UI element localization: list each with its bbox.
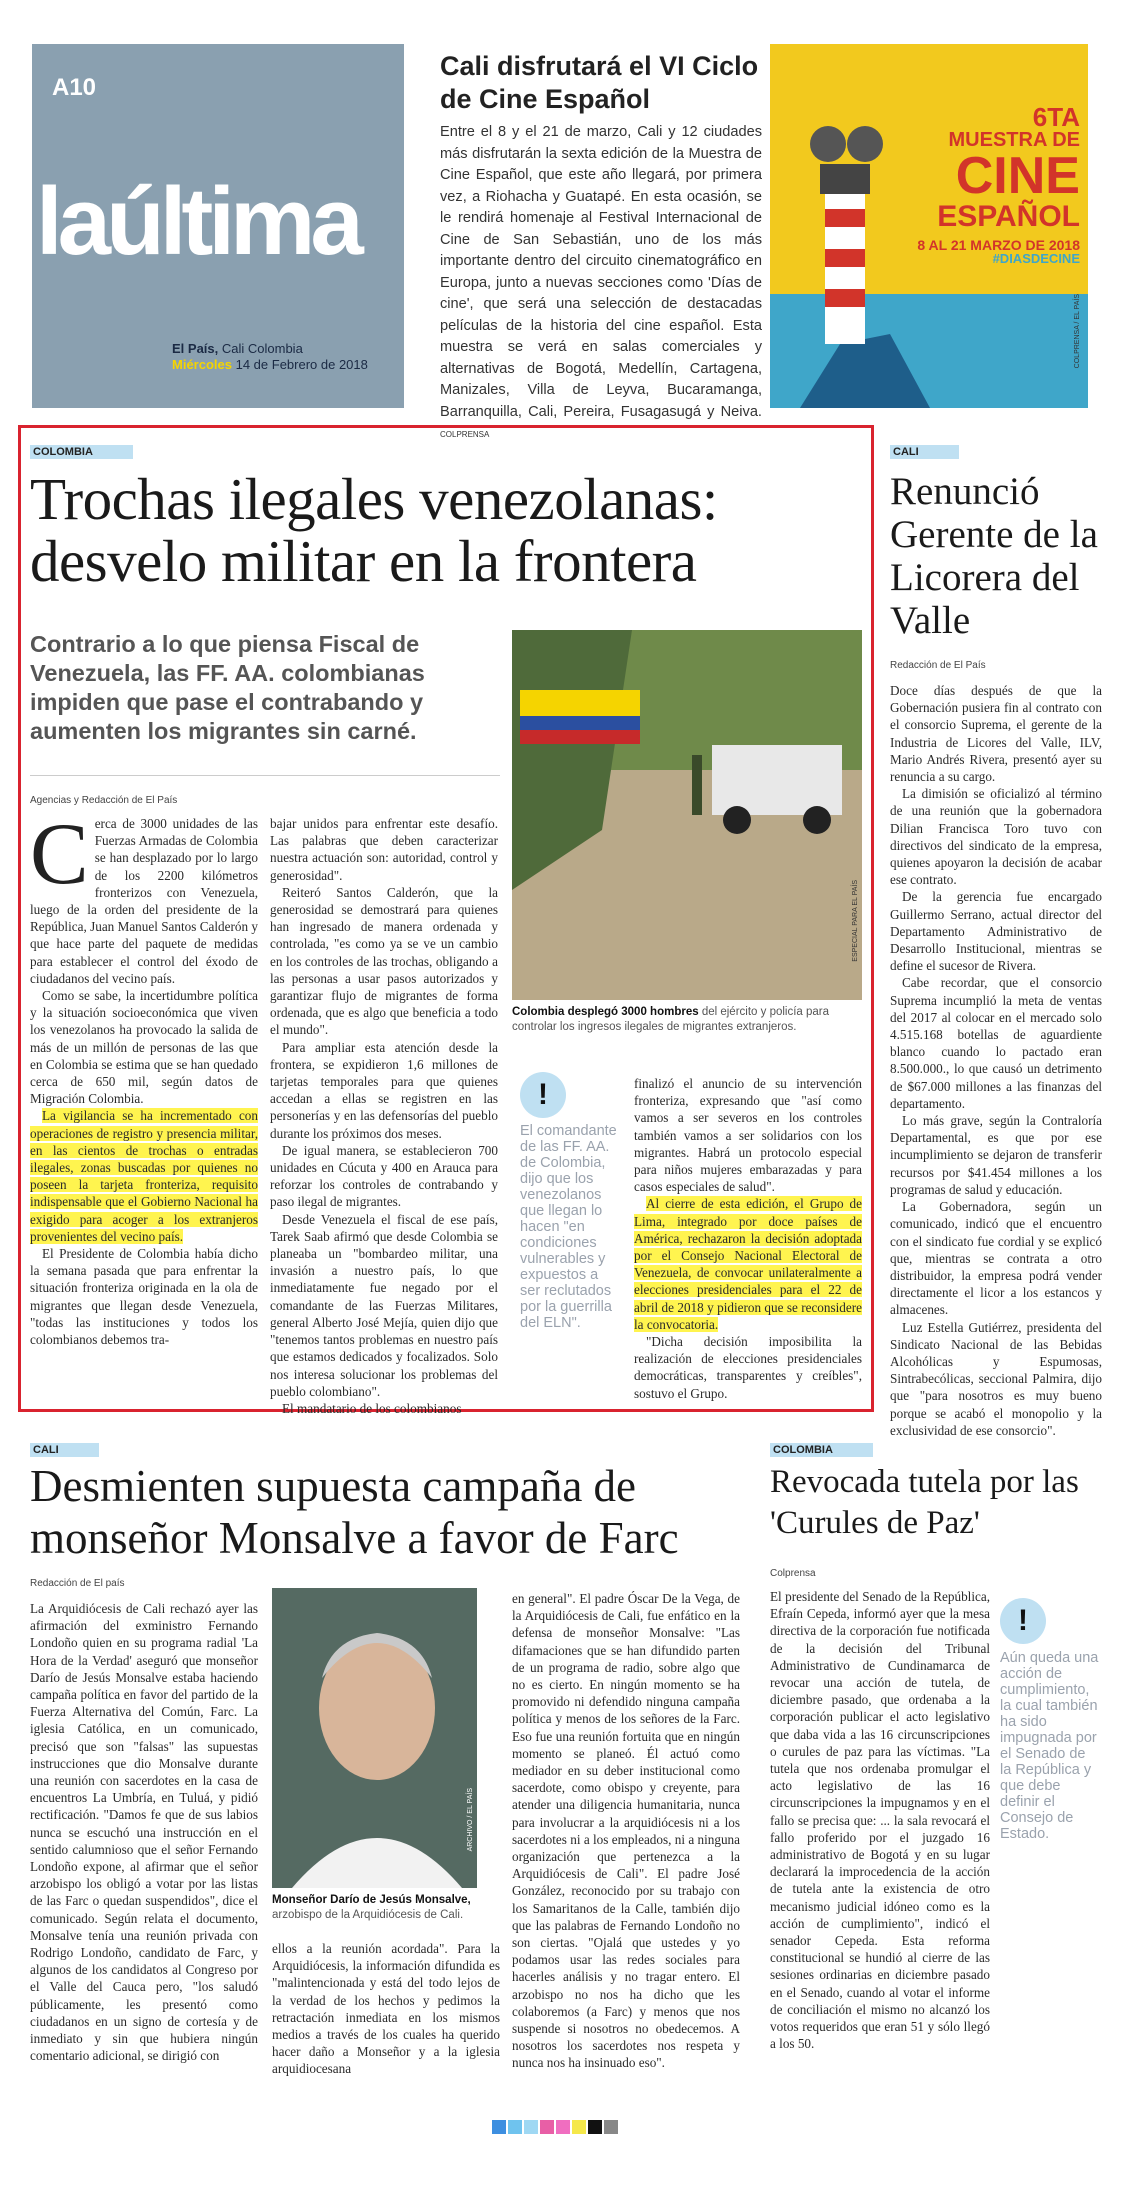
bottom-left-headline: Desmienten supuesta campaña de monseñor Monsalve a favor de Farc [30, 1461, 679, 1563]
main-deck: Contrario a lo que piensa Fiscal de Venezuela, las FF. AA. colombianas impiden que pase el contrabando y aumenten los migrantes sin carné. [30, 631, 425, 744]
bottom-left-column-1: La Arquidiócesis de Cali rechazó ayer las afirmación del exministro Fernando Londoño quien en su programa radial 'La Hora de la Verdad' aseguró que monseñor Darío de Jesús Monsalve estaba haciendo campaña política en favor del partido de la Fuerza Alternativa del Común, Farc. La iglesia Católica, en un comunicado, precisó que son "falsas" las supuestas instrucciones que dio Monsalve durante una reunión con sacerdotes en la casa de encuentros La Umbría, en Tuluá, y pidió rectificación. "Damos fe que de sus labios nunca se escuchó una instrucción en el sentido calumnioso que el señor Fernando Londoño expone, al afirmar que el señor arzobispo los obligó a votar por las listas de las Farc o quedan suspendidos", dice el comunicado. Según relata el documento, Monsalve tenía una reunión privada con Rodrigo Londoño, candidato de Farc, y algunos de los candidatos al Congreso por el Valle del Cauca pero, "los saludó públicamente, les presentó como ciudadanos en un signo de cortesía y de inmediato y sin que hubiera ningún comentario adicional, se dirigió con [30, 1601, 258, 2064]
color-swatch [604, 2120, 618, 2134]
color-swatch [492, 2120, 506, 2134]
main-headline: Trochas ilegales venezolanas: desvelo militar en la frontera [30, 466, 718, 594]
masthead-date [172, 341, 368, 373]
date: 14 de Febrero de 2018 [235, 357, 368, 372]
poster-line2: MUESTRA DE [948, 129, 1080, 151]
main-photo-caption [512, 1005, 862, 1035]
paragraph: erca de 3000 unidades de las Fuerzas Armadas de Colombia se han desplazado por lo largo de los 2200 kilómetros fronterizos con Venezuela, luego de la orden del presidente de la República, Juan Manuel Santos Calderón y que hace parte del paquete de medidas para establecer el control del éxodo de ciudadanos del vecino país. [30, 816, 258, 986]
print-color-bar [492, 2120, 620, 2136]
main-column-2 [270, 815, 498, 1417]
pull-quote: El comandante de las FF. AA. de Colombia, dijo que los venezolanos que llegan lo hacen "en condiciones vulnerables y expuestos a ser reclutados por la guerrilla del ELN". [520, 1123, 617, 1331]
color-swatch [524, 2120, 538, 2134]
paragraph: La Gobernadora, según un comunicado, indicó que el encuentro con el sindicato fue cordial y se explicó que, mientras se contrata a otro distribuidor, la empresa podrá vender directamente el licor a los estancos y almacenes. [890, 1199, 1102, 1318]
soldiers-truck-image [512, 630, 862, 1000]
bishop-caption [272, 1893, 502, 1923]
weekday: Miércoles [172, 357, 232, 372]
divider [30, 775, 500, 776]
exclamation-icon: ! [1000, 1598, 1046, 1644]
caption-bold: Monseñor Darío de Jesús Monsalve, [272, 1894, 471, 1906]
paragraph: "Dicha decisión imposibilita la realización de elecciones presidenciales democráticas, transparentes y creíbles", sostuvo el Grupo. [634, 1334, 862, 1401]
paragraph: La dimisión se oficializó al término de una reunión que la gobernadora Dilian Francisca Toro tuvo con directivos del sindicato de la empresa, quienes apoyaron la decisión de acabar ese contrato. [890, 786, 1102, 888]
caption-bold: Colombia desplegó 3000 hombres [512, 1006, 699, 1018]
right-headline: Renunció Gerente de la Licorera del Valle [890, 470, 1098, 642]
portrait-image [272, 1588, 477, 1888]
top-story-body [440, 122, 762, 446]
paragraph: bajar unidos para enfrentar este desafío. Las palabras que deben caracterizar nuestra actuación son: autoridad, control y generosidad". [270, 816, 498, 883]
highlighted-paragraph: La vigilancia se ha incrementado con operaciones de registro y presencia militar, en las cientos de trochas o entradas ilegales, zonas buscadas por quienes no poseen la tarjeta fronteriza, requisito indispensable que el Gobierno Nacional ha exigido para acoger a los extranjeros provenientes del vecino país. [30, 1108, 258, 1244]
paragraph: finalizó el anuncio de su intervención fronteriza, expresando que "así como vamos a ser severos en los controles también vamos a ser solidarios con los migrantes. Habrá un protocolo especial para niños mujeres embarazadas y para casos especiales de salud". [634, 1076, 862, 1195]
bottom-left-column-3: en general". El padre Óscar De la Vega, de la Arquidiócesis de Cali, fue enfático en la defensa de monseñor Monsalve: "Las difamaciones que se han difundido parten de un programa de radio, sobre algo que no es cierto. En ningún momento se ha promovido ni defendido ninguna campaña política y menos de los señores de la Farc. Eso fue una reunión fortuita que en ningún momento se planeó. Él actuó como mediador en su deber institucional como sacerdote, como obispo y creyente, para atender una diligencia humanitaria, nunca para involucrar a la arquidiócesis ni a los sacerdotes ni a los empleados, ni a ninguna organización que pertenezca a la Arquidiócesis de Cali". El padre José González, reconocido por su trabajo con los Samaritanos de la Calle, también dijo que las palabras de Fernando Londoño no son ciertas. "Ojalá que ustedes y yo podamos usar las redes sociales para hacerles análisis y no tragar entero. El arzobispo no nos ha dicho que les colaboremos (a Farc) y menos que nos suspende si nosotros no obedecemos. A nosotros los sacerdotes nos respeta y nunca nos ha insinuado eso". [512, 1591, 740, 2071]
top-story-text: Entre el 8 y el 21 de marzo, Cali y 12 ciudades más disfrutarán la sexta edición de la Muestra de Cine Español, que este año llegará, por primera vez, a Riohacha y Guatapé. En esta ocasión, se le rendirá homenaje al Festival Internacional de Cine de San Sebastián, uno de los más importante dentro del circuito cinematográfico en Europa, junto a nuevas secciones como 'Días de cine', que será una selección de destacadas películas de la historia del cine español. Esta muestra se verá en salas comerciales y alternativas de Bogotá, Medellín, Cartagena, Manizales, Villa de Leyva, Bucaramanga, Barranquilla, Cali, Pereira, Fusagasugá y Neiva. [440, 124, 762, 420]
paragraph: Desde Venezuela el fiscal de ese país, Tarek Saab afirmó que desde Colombia se planeaba un "bombardeo militar, una invasión a nuestro país, lo que inmediatamente fue negado por el comandante de las Fuerzas Militares, general Alberto José Mejía, quien dijo que "tenemos tantos problemas en nuestro país que estamos dedicados y focalizados. Solo nos interesa solucionar los problemas del pueblo colombiano". [270, 1211, 498, 1399]
photo-credit: ESPECIAL PARA EL PAÍS [852, 880, 859, 962]
paragraph: De la gerencia fue encargado Guillermo Serrano, actual director del Departamento Administrativo de Desarrollo Institucional, mientras se define el sucesor de Rivera. [890, 889, 1102, 974]
masthead-logo: laúltima [36, 168, 359, 275]
top-story-credit: COLPRENSA [440, 430, 490, 439]
paragraph: De igual manera, se establecieron 700 unidades en Cúcuta y 400 en Arauca para reforzar los controles de contrabando y paso ilegal de migrantes. [270, 1142, 498, 1210]
main-byline: Agencias y Redacción de El País [30, 795, 178, 806]
poster-line4: ESPAÑOL [937, 200, 1080, 233]
section-label: CALI [30, 1443, 99, 1457]
film-poster [770, 44, 1088, 408]
photo-credit: ARCHIVO / EL PAÍS [467, 1788, 474, 1852]
color-swatch [588, 2120, 602, 2134]
paragraph: El mandatario de los colombianos [282, 1400, 462, 1416]
bottom-left-byline: Redacción de El país [30, 1578, 125, 1589]
right-byline: Redacción de El País [890, 660, 986, 671]
color-swatch [572, 2120, 586, 2134]
paragraph: El Presidente de Colombia había dicho la semana pasada que para enfrentar la situación fronteriza originada en la ola de migrantes que llegan desde Venezuela, "todas las instituciones y todos los colombianos debemos tra- [30, 1246, 258, 1348]
paragraph: Luz Estella Gutiérrez, presidenta del Sindicato Nacional de las Bebidas Alcohólicas y Espumosas, Sintrabecólicas, seccional Palmira, dijo que "para nosotros es muy bueno porque se acabó el monopolio y la exclusividad de ese consorcio". [890, 1319, 1102, 1438]
bottom-right-column: El presidente del Senado de la República, Efraín Cepeda, informó ayer que la mesa directiva de la corporación fue notificada de la decisión del Tribunal Administrativo de Cundinamarca de revocar una acción de tutela, de diciembre pasado, que ordenaba a la corporación publicar el acto legislativo que daba vida a las 16 circunscripciones o curules de paz para las víctimas. "La tutela que nos ordenaba promulgar el acto legislativo de las 16 circunscripciones la impugnamos y en el fallo se precisa que: ... la sala revocará el fallo proferido por el juzgado 16 administrativo de Bogotá y en su lugar declarará la improcedencia de la acción de tutela ante la existencia de otro mecanismo judicial idóneo como es la acción de cumplimiento", indicó el senador Cepeda. Esta reforma constitucional se hundió al cierre de las sesiones ordinarias en diciembre pasado en el Senado, cuando al votar el informe de conciliación el mismo no alcanzó los votos requeridos que eran 51 y sólo llegó a los 50. [770, 1589, 990, 2052]
main-column-1 [30, 806, 258, 1348]
section-label: COLOMBIA [30, 445, 133, 459]
paper-name: El País, [172, 341, 219, 356]
page-number: A10 [52, 74, 97, 101]
section-label: CALI [890, 445, 959, 459]
main-column-4 [634, 1075, 862, 1402]
bottom-left-column-2: ellos a la reunión acordada". Para la Arquidiócesis, la información difundida es "malintencionada y está del todo lejos de la verdad de los hechos y pedimos la retractación inmediata en los mismos medios a través de los cuales ha querido hacer daño a Monseñor y a la iglesia arquidiocesana [272, 1941, 500, 2077]
color-swatch [508, 2120, 522, 2134]
section-label: COLOMBIA [770, 1443, 873, 1457]
right-column [890, 682, 1102, 1439]
paragraph: Reiteró Santos Calderón, que la generosidad se demostrará para quienes han ingresado de manera ordenada y controlada, "es como ya se ve un cambio en los controles de las trochas, obligando a las personas a usar pasos autorizados y garantizar flujo de migrantes de forma ordenada, que es algo que beneficia a todo el mundo". [270, 884, 498, 1038]
city: Cali Colombia [221, 341, 303, 356]
paragraph: Doce días después de que la Gobernación pusiera fin al contrato con el consorcio Suprema, el gerente de la Industria de Licores del Valle, ILV, Mario Andrés Rivera, presentó ayer su renuncia a su cargo. [890, 683, 1102, 785]
masthead [32, 44, 404, 408]
drop-cap: C [30, 806, 89, 903]
bottom-right-headline: Revocada tutela por las 'Curules de Paz' [770, 1464, 1079, 1541]
highlighted-paragraph: Al cierre de esta edición, el Grupo de Lima, integrado por doce países de América, rechazaron la decisión adoptada por el Consejo Nacional Electoral de Venezuela, de convocar unilateralmente a elecciones presidenciales para el 22 de abril de 2018 y pidieron que se reconsidere la convocatoria. [634, 1196, 862, 1332]
poster-dates: 8 AL 21 MARZO DE 2018 [917, 237, 1080, 253]
color-swatch [556, 2120, 570, 2134]
paragraph: Para ampliar esta atención desde la frontera, se expidieron 1,6 millones de tarjetas temporales para que quienes accedan a ellas se registren en las personerías y en las defensorías del pueblo durante los próximos dos meses. [270, 1039, 498, 1141]
bottom-right-byline: Colprensa [770, 1568, 816, 1579]
poster-line1: 6TA [1032, 102, 1080, 132]
poster-hashtag: #DIASDECINE [992, 251, 1080, 266]
poster-line3: CINE [955, 147, 1080, 205]
exclamation-icon: ! [520, 1072, 566, 1118]
poster-credit: COLPRENSA / EL PAÍS [1074, 294, 1081, 369]
caption-text: arzobispo de la Arquidiócesis de Cali. [272, 1909, 464, 1921]
top-story-title: Cali disfrutará el VI Ciclo de Cine Español [440, 51, 759, 114]
pull-quote: Aún queda una acción de cumplimiento, la cual también ha sido impugnada por el Senado de la República y que debe definir el Consejo de Estado. [1000, 1650, 1099, 1842]
main-photo [512, 630, 862, 1000]
bishop-photo [272, 1588, 477, 1888]
color-swatch [540, 2120, 554, 2134]
paragraph: Cabe recordar, que el consorcio Suprema incumplió la meta de ventas del 2017 al colocar en el mercado solo 4.515.168 botellas de aguardiente blanco cuando lo pactado eran 8.500.000., lo que causó un detrimento de $67.000 millones a las finanzas del departamento. [890, 975, 1102, 1111]
paragraph: Lo más grave, según la Contraloría Departamental, es que por ese incumplimiento se dejaron de transferir recursos por $41.454 millones a los programas de salud y educación. [890, 1113, 1102, 1197]
caption-text: del ejército y policía para controlar los ingresos ilegales de migrantes extranjeros. [512, 1006, 830, 1033]
poster-title [865, 104, 1080, 265]
paragraph: Como se sabe, la incertidumbre política y la situación socioeconómica que viven los venezolanos ha provocado la salida de más de un millón de personas de las que en Colombia se estima que se han quedado cerca de 650 mil, según datos de Migración Colombia. [30, 988, 258, 1107]
